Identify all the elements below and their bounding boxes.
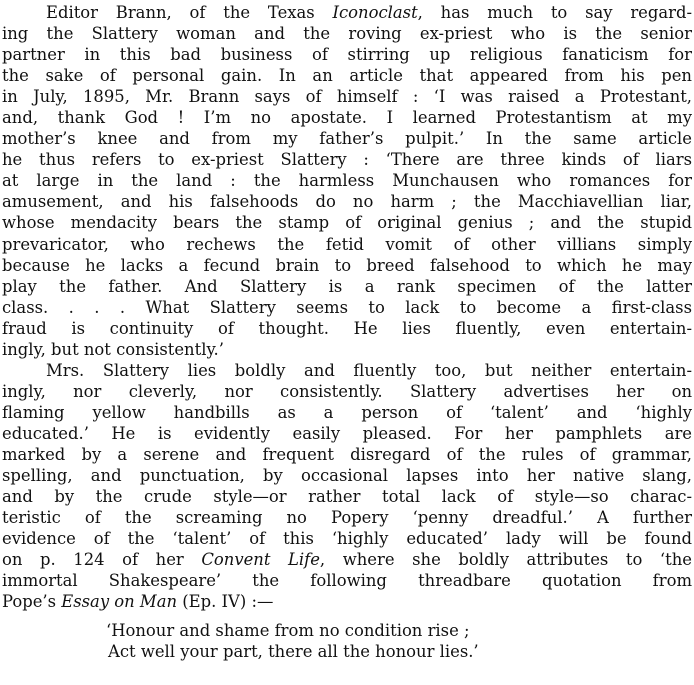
italic-title: Iconoclast [332, 3, 418, 22]
text-line: because he lacks a fecund brain to breed falsehood to which he may [2, 255, 692, 275]
text-line: ingly, nor cleverly, nor consistently. Slattery advertises her on [2, 381, 692, 401]
text-line: marked by a serene and frequent disregard of the rules of grammar, [2, 444, 692, 464]
text-line: he thus refers to ex-priest Slattery : ‘There are three kinds of liars [2, 150, 692, 170]
text-line: teristic of the screaming no Popery ‘penny dreadful.’ A further [2, 508, 692, 528]
text-line: class. . . . What Slattery seems to lack to become a first-class [2, 297, 692, 317]
text-line: and by the crude style—or rather total lack of style—so charac- [2, 487, 692, 507]
paragraph-2 [2, 360, 694, 613]
verse-quotation [2, 620, 694, 662]
text-line: spelling, and punctuation, by occasional lapses into her native slang, [2, 466, 692, 486]
text-line: mother’s knee and from my father’s pulpit.’ In the same article [2, 129, 692, 149]
text-line: flaming yellow handbills as a person of ‘talent’ and ‘highly [2, 402, 692, 422]
text-line: Mrs. Slattery lies boldly and fluently too, but neither entertain- [46, 360, 692, 380]
verse-line: ‘Honour and shame from no condition rise ; [106, 621, 470, 641]
text-line: educated.’ He is evidently easily pleased. For her pamphlets are [2, 423, 692, 443]
text-line: on p. 124 of her Convent Life, where she boldly attributes to ‘the [2, 550, 692, 570]
text-line: in July, 1895, Mr. Brann says of himself : ‘I was raised a Protestant, [2, 87, 692, 107]
italic-title: Essay on Man [61, 592, 178, 612]
text-line: whose mendacity bears the stamp of original genius ; and the stupid [2, 213, 692, 233]
italic-title: Convent Life [201, 550, 320, 570]
text-line: play the father. And Slattery is a rank specimen of the latter [2, 276, 692, 296]
document-page [0, 2, 694, 685]
text-line: at large in the land : the harmless Munchausen who romances for [2, 171, 692, 191]
text-line: ingly, but not consistently.’ [2, 339, 224, 359]
text-line: and, thank God ! I’m no apostate. I learned Protestantism at my [2, 108, 692, 128]
paragraph-1 [2, 2, 694, 360]
text-line: partner in this bad business of stirring up religious fanaticism for [2, 45, 692, 65]
text-line: prevaricator, who rechews the fetid vomit of other villians simply [2, 234, 692, 254]
text-line: amusement, and his falsehoods do no harm ; the Macchiavellian liar, [2, 192, 692, 212]
text-line: Pope’s Essay on Man (Ep. IV) :— [2, 592, 274, 612]
text-line: evidence of the ‘talent’ of this ‘highly educated’ lady will be found [2, 529, 692, 549]
text-line: immortal Shakespeare’ the following threadbare quotation from [2, 571, 692, 591]
text-line: Editor Brann, of the Texas Iconoclast, has much to say regard- [46, 3, 692, 22]
text-line: fraud is continuity of thought. He lies fluently, even entertain- [2, 318, 692, 338]
verse-line: Act well your part, there all the honour lies.’ [108, 642, 479, 662]
text-line: ing the Slattery woman and the roving ex-priest who is the senior [2, 24, 692, 44]
text-line: the sake of personal gain. In an article that appeared from his pen [2, 66, 692, 86]
